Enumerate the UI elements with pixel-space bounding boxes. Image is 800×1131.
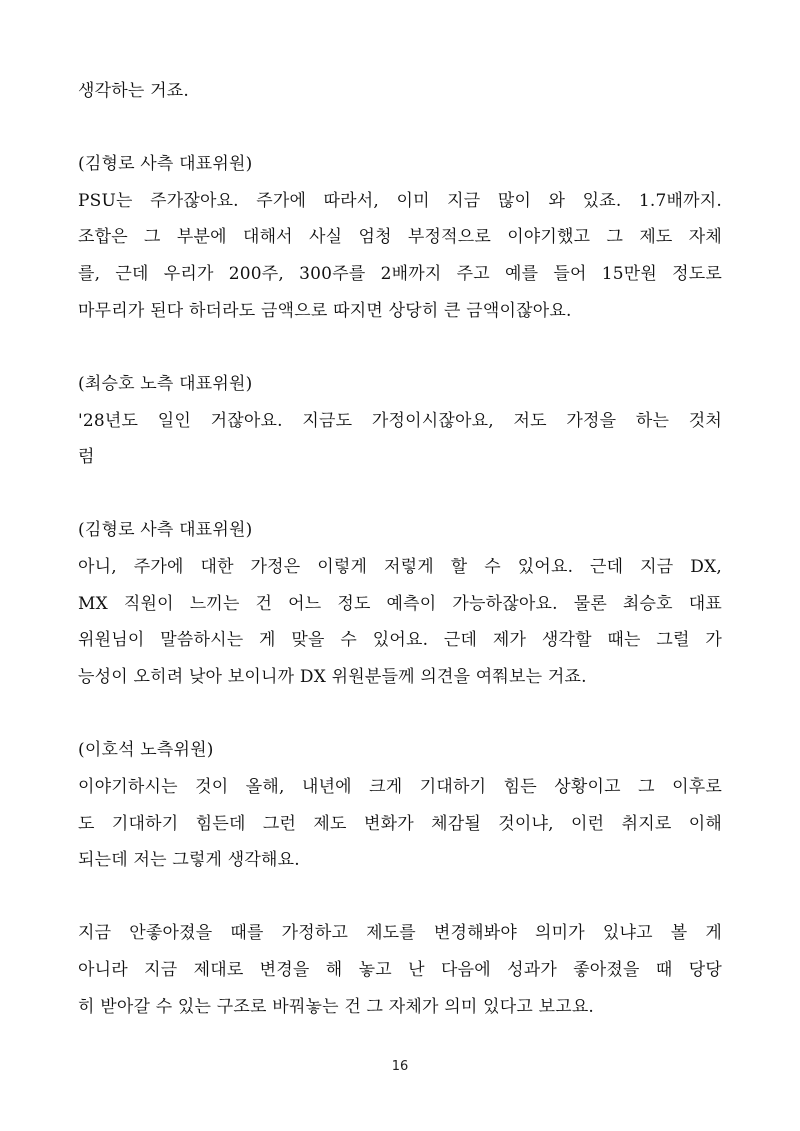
text-line: 히 받아갈 수 있는 구조로 바꿔놓는 건 그 자체가 의미 있다고 보고요. (78, 997, 595, 1017)
text-line: 아니라 지금 제대로 변경을 해 놓고 난 다음에 성과가 좋아졌을 때 당당 (78, 960, 722, 980)
text-line: 지금 안좋아졌을 때를 가정하고 제도를 변경해봐야 의미가 있냐고 볼 게 (78, 923, 722, 943)
text-line: 되는데 저는 그렇게 생각해요. (78, 850, 300, 870)
text-line: 위원님이 말씀하시는 게 맞을 수 있어요. 근데 제가 생각할 때는 그럴 가 (78, 630, 722, 650)
text-line: 럼 (78, 447, 95, 467)
speaker-label: (이호석 노측위원) (78, 740, 214, 760)
text-line: 능성이 오히려 낮아 보이니까 DX 위원분들께 의견을 여쭤보는 거죠. (78, 667, 587, 687)
speaker-label: (김형로 사측 대표위원) (78, 154, 253, 174)
text-line: '28년도 일인 거잖아요. 지금도 가정이시잖아요, 저도 가정을 하는 것처 (78, 411, 722, 431)
text-line: 생각하는 거죠. (78, 81, 189, 101)
text-line: 도 기대하기 힘든데 그런 제도 변화가 체감될 것이냐, 이런 취지로 이해 (78, 814, 722, 834)
text-line: 를, 근데 우리가 200주, 300주를 2배까지 주고 예를 들어 15만원 정도로 (78, 264, 722, 284)
text-line: PSU는 주가잖아요. 주가에 따라서, 이미 지금 많이 와 있죠. 1.7배까지. (78, 191, 722, 211)
page-number: 16 (391, 1059, 409, 1074)
text-line: 마무리가 된다 하더라도 금액으로 따지면 상당히 큰 금액이잖아요. (78, 301, 572, 321)
speaker-label: (최승호 노측 대표위원) (78, 374, 253, 394)
text-line: 이야기하시는 것이 올해, 내년에 크게 기대하기 힘든 상황이고 그 이후로 (78, 777, 722, 797)
text-line: MX 직원이 느끼는 건 어느 정도 예측이 가능하잖아요. 물론 최승호 대표 (78, 594, 722, 614)
speaker-label: (김형로 사측 대표위원) (78, 520, 253, 540)
text-line: 조합은 그 부분에 대해서 사실 엄청 부정적으로 이야기했고 그 제도 자체 (78, 227, 722, 247)
text-line: 아니, 주가에 대한 가정은 이렇게 저렇게 할 수 있어요. 근데 지금 DX, (78, 557, 722, 577)
